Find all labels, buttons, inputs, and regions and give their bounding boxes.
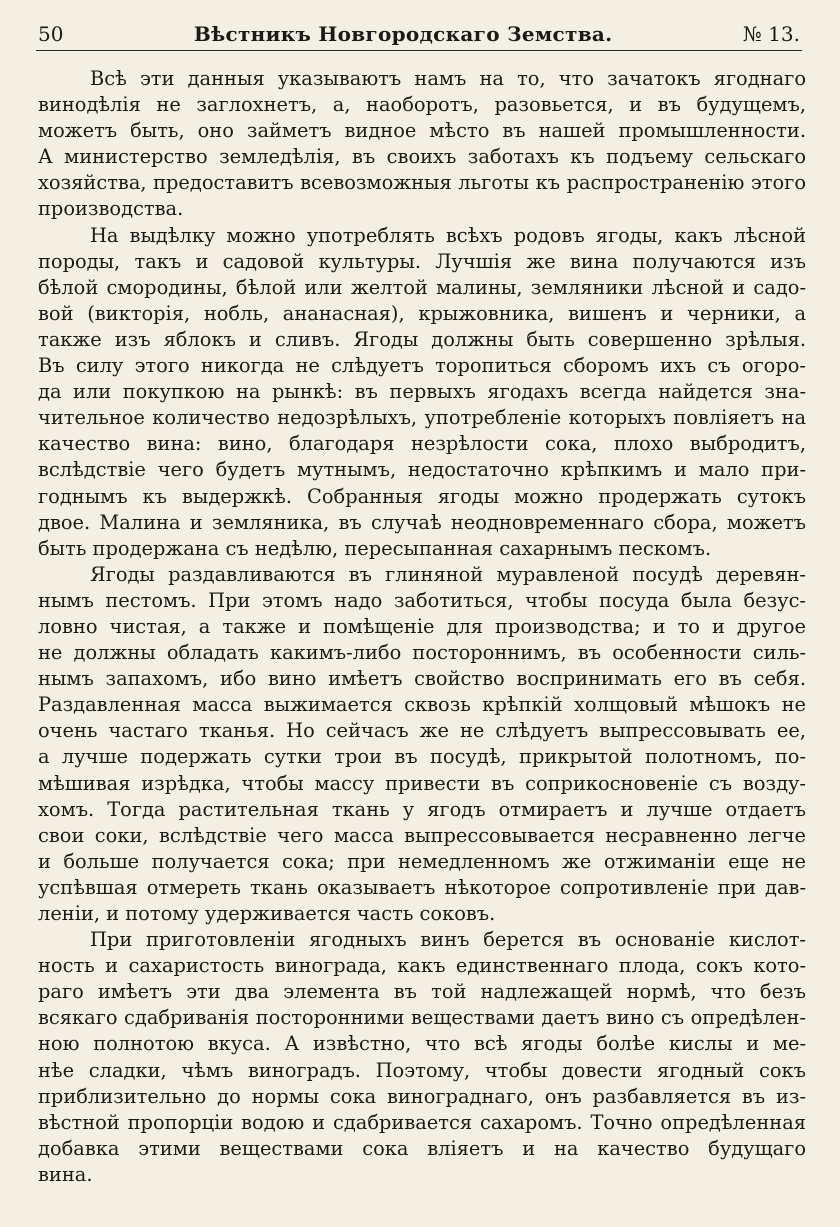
text-line: При приготовленіи ягодныхъ винъ берется въ основаніе кислот- <box>90 928 806 952</box>
text-line: Въ силу этого никогда не слѣдуетъ торопиться сборомъ ихъ съ огоро- <box>38 354 806 378</box>
article-body <box>38 66 806 1188</box>
text-line: не должны обладать какимъ-либо постороннимъ, въ особенности силь- <box>38 641 806 665</box>
text-line: вина. <box>38 1162 93 1186</box>
paragraph <box>38 562 806 927</box>
text-line: бѣлой смородины, бѣлой или желтой малины, земляники лѣсной и садо- <box>38 275 806 299</box>
text-line: нымъ пестомъ. При этомъ надо заботиться, чтобы посуда была безус- <box>38 588 806 612</box>
paragraph <box>38 927 806 1188</box>
text-line: леніи, и потому удерживается часть соковъ. <box>38 902 496 925</box>
text-line: породы, такъ и садовой культуры. Лучшія же вина получаются изъ <box>38 249 806 273</box>
text-line: добавка этими веществами сока вліяетъ и на качество будущаго <box>38 1136 806 1160</box>
page-number: 50 <box>38 22 64 46</box>
paragraph <box>38 66 806 223</box>
text-line: Ягоды раздавливаются въ глиняной муравленой посудѣ деревян- <box>90 562 806 586</box>
text-line: вслѣдствіе чего будетъ мутнымъ, недостаточно крѣпкимъ и мало при- <box>38 458 806 482</box>
text-line: а лучше подержать сутки трои въ посудѣ, прикрытой полотномъ, по- <box>38 745 806 769</box>
text-line: На выдѣлку можно употреблять всѣхъ родовъ ягоды, какъ лѣсной <box>90 223 806 247</box>
text-line: вой (викторія, нобль, ананасная), крыжовника, вишенъ и черники, а <box>38 301 806 325</box>
text-line: да или покупкою на рынкѣ: въ первыхъ ягодахъ всегда найдется зна- <box>38 380 806 404</box>
text-line: двое. Малина и земляника, въ случаѣ неодновременнаго сбора, можетъ <box>38 510 806 534</box>
text-line: вѣстной пропорціи водою и сдабривается сахаромъ. Точно опредѣленная <box>38 1110 806 1134</box>
text-line: очень частаго тканья. Но сейчасъ же не слѣдуетъ выпрессовывать ее, <box>38 719 806 743</box>
text-line: также изъ яблокъ и сливъ. Ягоды должны быть совершенно зрѣлыя. <box>38 327 806 351</box>
journal-title: Вѣстникъ Новгородскаго Земства. <box>193 22 613 46</box>
text-line: можетъ быть, оно займетъ видное мѣсто въ нашей промышленности. <box>38 119 806 143</box>
text-line: чительное количество недозрѣлыхъ, употребленіе которыхъ повліяетъ на <box>38 406 806 430</box>
text-line: ность и сахаристость винограда, какъ единственнаго плода, сокъ кото- <box>38 954 806 978</box>
text-line: хозяйства, предоставитъ всевозможныя льготы къ распространенію этого <box>38 171 806 195</box>
header-rule <box>36 50 802 51</box>
text-line: приблизительно до нормы сока винограднаго, онъ разбавляется въ из- <box>38 1084 806 1108</box>
text-line: успѣвшая отмереть ткань оказываетъ нѣкоторое сопротивленіе при дав- <box>38 875 806 899</box>
text-line: Раздавленная масса выжимается сквозь крѣпкій холщовый мѣшокъ не <box>38 693 806 717</box>
text-line: мѣшивая изрѣдка, чтобы массу привести въ соприкосновеніе съ возду- <box>38 771 806 795</box>
text-line: хомъ. Тогда растительная ткань у ягодъ отмираетъ и лучше отдаетъ <box>38 797 806 821</box>
text-line: ловно чистая, а также и помѣщеніе для производства; и то и другое <box>38 614 806 638</box>
text-line: качество вина: вино, благодаря незрѣлости сока, плохо выбродитъ, <box>38 432 806 456</box>
text-line: всякаго сдабриванія посторонними веществами даетъ вино съ опредѣлен- <box>38 1006 806 1030</box>
text-line: свои соки, вслѣдствіе чего масса выпрессовывается несравненно легче <box>38 823 806 847</box>
text-line: Всѣ эти данныя указываютъ намъ на то, что зачатокъ ягоднаго <box>90 67 806 90</box>
text-line: и больше получается сока; при немедленномъ же отжиманіи еще не <box>38 849 806 873</box>
running-header <box>38 22 800 50</box>
text-line: А министерство земледѣлія, въ своихъ заботахъ къ подъему сельскаго <box>38 145 806 169</box>
text-line: винодѣлія не заглохнетъ, а, наоборотъ, разовьется, и въ будущемъ, <box>38 93 806 117</box>
issue-number: № 13. <box>742 22 800 46</box>
text-line: годнымъ къ выдержкѣ. Собранныя ягоды можно продержать сутокъ <box>38 484 806 508</box>
text-line: ною полнотою вкуса. А извѣстно, что всѣ ягоды болѣе кислы и ме- <box>38 1032 806 1056</box>
text-line: раго имѣетъ эти два элемента въ той надлежащей нормѣ, что безъ <box>38 980 806 1004</box>
text-line: нымъ запахомъ, ибо вино имѣетъ свойство воспринимать его въ себя. <box>38 667 806 691</box>
text-line: быть продержана съ недѣлю, пересыпанная сахарнымъ пескомъ. <box>38 536 712 560</box>
text-line: нѣе сладки, чѣмъ виноградъ. Поэтому, чтобы довести ягодный сокъ <box>38 1058 806 1082</box>
text-line: производства. <box>38 197 184 221</box>
paragraph <box>38 223 806 562</box>
